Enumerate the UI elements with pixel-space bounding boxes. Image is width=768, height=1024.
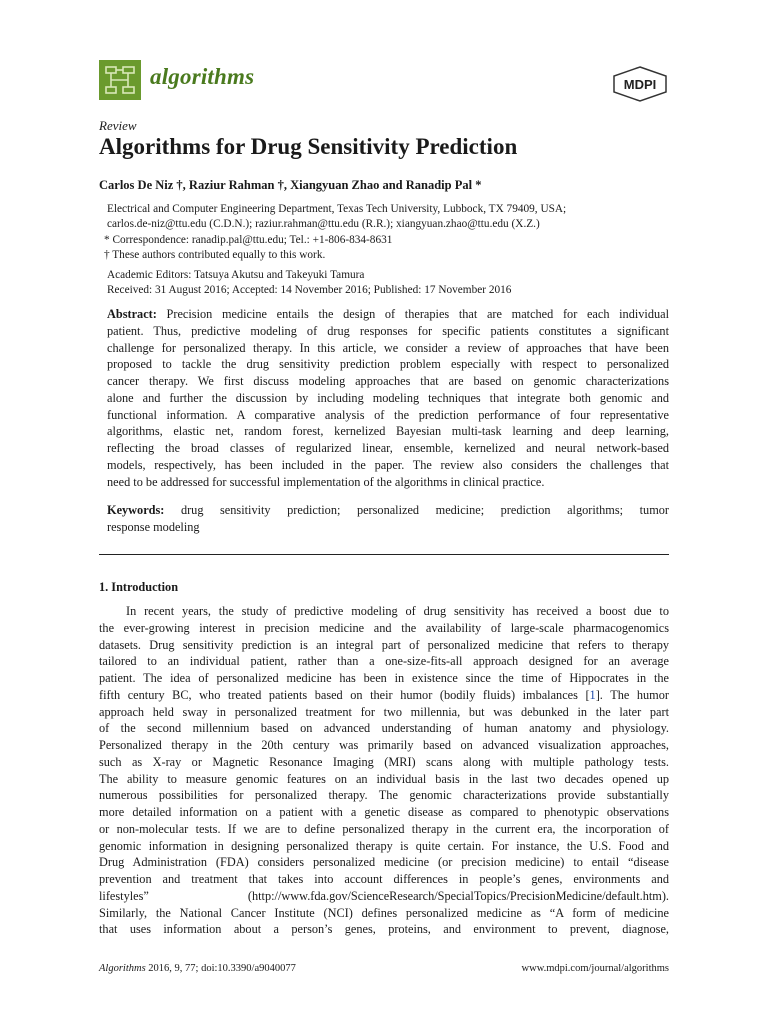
- abstract-line: patient. Thus, predictive modeling of drug responses for specific patients constitutes a significant: [107, 323, 669, 338]
- body-line: tailored to an individual patient, rather than a one-size-fits-all approach designed for an average: [99, 654, 669, 669]
- body-line: of the second millennium based on advanced understanding of human anatomy and physiology.: [99, 721, 669, 736]
- body-line: more detailed information on a patient with a genetic disease as compared to phenotypic observations: [99, 805, 669, 819]
- body-line: fifth century BC, who treated patients based on their humor (bodily fluids) imbalances [1]. The humor: [99, 687, 669, 702]
- abstract-line: models, respectively, has been included in the paper. The review also considers the challenges that: [107, 457, 669, 472]
- body-line: genomic information in designing personalized therapy is quite certain. For instance, the U.S. Food and: [99, 838, 669, 853]
- abstract: [107, 306, 669, 490]
- body-line: the ever-growing interest in precision medicine and the availability of large-scale pharmacogenomics: [99, 620, 669, 635]
- journal-name: algorithms: [150, 64, 255, 89]
- body-line: numerous possibilities for personalized therapy. The genomic characterizations provide substantially: [99, 788, 669, 803]
- body-line: approach held sway in personalized treatment for two millennia, but was debunked in the later part: [99, 704, 669, 719]
- mdpi-logo-icon: [611, 66, 669, 102]
- section-heading: 1. Introduction: [99, 580, 179, 594]
- affiliation: [107, 202, 566, 233]
- body-line: prevention and treatment that takes into account differences in people’s genes, environments and: [99, 872, 669, 886]
- abstract-line: functional information. A comparative analysis of the prediction performance of four representative: [107, 407, 669, 422]
- citation-link[interactable]: 1: [589, 687, 596, 702]
- abstract-line: Abstract: Precision medicine entails the design of therapies that are matched for each individual: [107, 307, 669, 321]
- footer-citation: Algorithms 2016, 9, 77; doi:10.3390/a9040077: [99, 963, 296, 974]
- body-line: Drug Administration (FDA) considers personalized medicine (or precision medicine) to entail “disease: [99, 855, 669, 870]
- body-line: such as X-ray or Magnetic Resonance Imaging (MRI) scans along with multiple pathology tests.: [99, 754, 669, 769]
- body-line: lifestyles” (http://www.fda.gov/ScienceResearch/SpecialTopics/PrecisionMedicine/default.htm).: [99, 888, 669, 903]
- footer-journal: Algorithms: [99, 963, 146, 974]
- introduction-body: [99, 603, 669, 938]
- body-line: that uses information about a person’s genes, proteins, and environment to prevent, diagnose,: [99, 922, 669, 937]
- body-line: or non-molecular tests. If we are to define personalized therapy in the current era, the incorporation of: [99, 821, 669, 836]
- publisher-name: MDPI: [623, 77, 657, 92]
- paper-title: Algorithms for Drug Sensitivity Prediction: [99, 134, 518, 159]
- article-type: Review: [99, 118, 137, 133]
- correspondence-note: * Correspondence: ranadip.pal@ttu.edu; Tel.: +1-806-834-8631: [104, 234, 393, 246]
- body-line: In recent years, the study of predictive modeling of drug sensitivity has received a boost due to: [126, 604, 669, 618]
- body-line: Similarly, the National Cancer Institute (NCI) defines personalized medicine as “A form of medicine: [99, 905, 669, 920]
- body-line: Personalized therapy in the 20th century was primarily based on advanced visualization approaches,: [99, 738, 669, 752]
- keywords-label: Keywords:: [107, 503, 165, 517]
- abstract-line: need to be addressed for successful implementation of the algorithms in clinical practice.: [107, 474, 545, 489]
- abstract-line: alone and further the discussion by including modeling techniques that integrate both genomic and: [107, 390, 669, 405]
- keywords-line: response modeling: [107, 519, 200, 534]
- section-divider: [99, 554, 669, 555]
- journal-logo-icon: [99, 60, 141, 100]
- abstract-label: Abstract:: [107, 307, 157, 321]
- affiliation-line: carlos.de-niz@ttu.edu (C.D.N.); raziur.rahman@ttu.edu (R.R.); xiangyuan.zhao@ttu.edu (X.Z.): [107, 218, 540, 231]
- body-line: datasets. Drug sensitivity prediction is an integral part of personalized medicine that refers to therapy: [99, 637, 669, 652]
- abstract-line: proposed to tackle the drug sensitivity prediction problem especially with respect to personalized: [107, 357, 669, 372]
- body-line: The ability to measure genomic features on an individual basis in the last two decades opened up: [99, 771, 669, 786]
- publication-dates: Received: 31 August 2016; Accepted: 14 November 2016; Published: 17 November 2016: [107, 284, 512, 296]
- academic-editors: Academic Editors: Tatsuya Akutsu and Takeyuki Tamura: [107, 269, 365, 281]
- author-list: Carlos De Niz †, Raziur Rahman †, Xiangyuan Zhao and Ranadip Pal *: [99, 178, 482, 192]
- keywords-line: Keywords: drug sensitivity prediction; personalized medicine; prediction algorithms; tumor: [107, 503, 669, 517]
- abstract-line: challenge for personalized therapy. In this article, we consider a review of approaches that have been: [107, 340, 669, 355]
- affiliation-line: Electrical and Computer Engineering Department, Texas Tech University, Lubbock, TX 79409, USA;: [107, 203, 567, 215]
- abstract-line: cancer therapy. We first discuss modeling approaches that are based on genomic characterizations: [107, 374, 669, 388]
- abstract-line: reflecting the broad classes of regularized linear, ensemble, kernelized and neural network-based: [107, 441, 669, 455]
- abstract-line: algorithms, elastic net, random forest, kernelized Bayesian multi-task learning and deep learning,: [107, 424, 669, 439]
- keywords: [107, 502, 669, 536]
- equal-contribution-note: † These authors contributed equally to this work.: [104, 249, 326, 261]
- body-line: patient. The idea of personalized medicine has been in existence since the time of Hippocrates in the: [99, 671, 669, 685]
- footer-url[interactable]: www.mdpi.com/journal/algorithms: [521, 963, 669, 974]
